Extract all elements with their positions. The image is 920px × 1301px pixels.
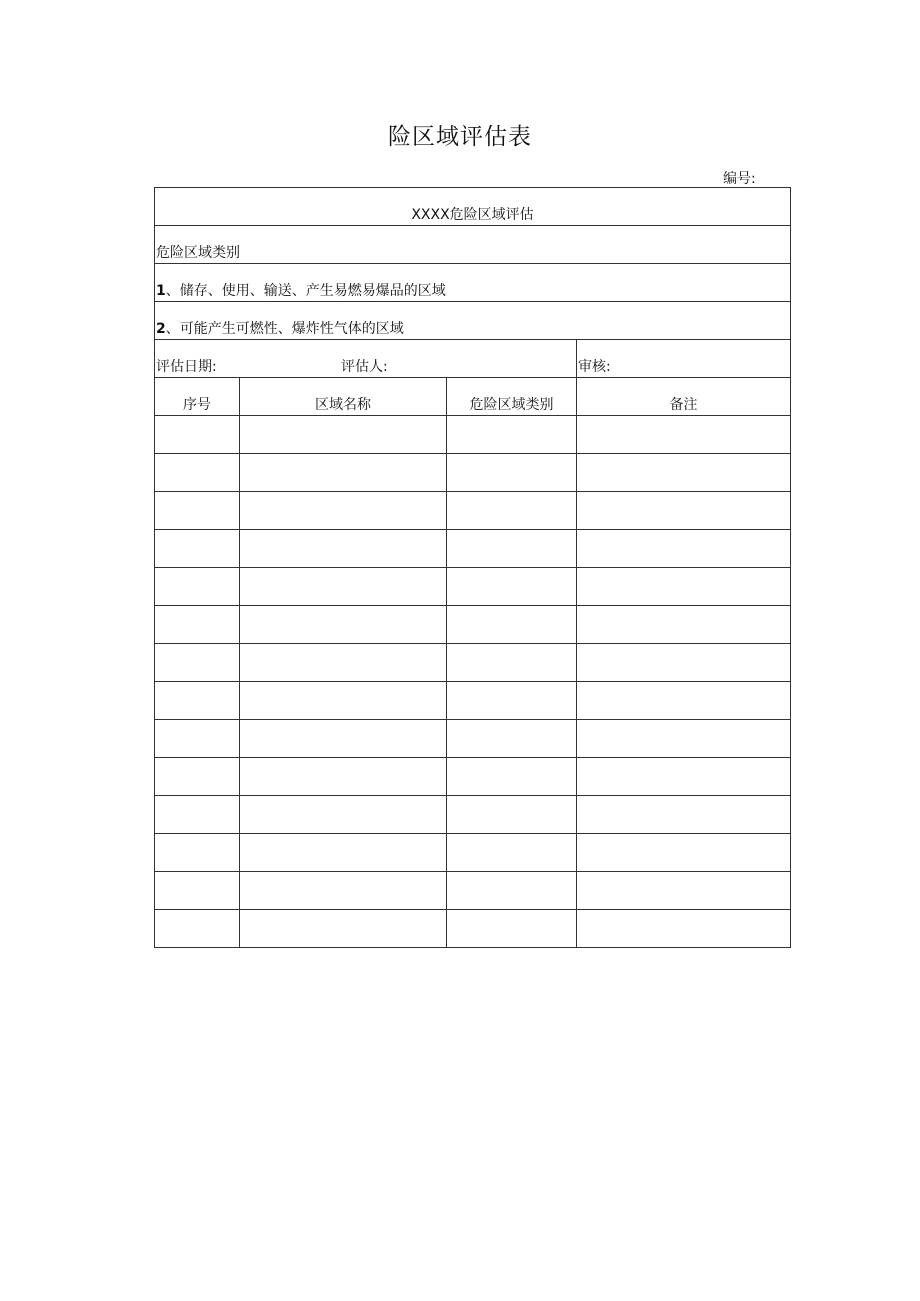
cell-area-name[interactable] xyxy=(240,910,447,948)
cell-hazard-category[interactable] xyxy=(447,796,577,834)
cell-remarks[interactable] xyxy=(577,530,791,568)
cell-remarks[interactable] xyxy=(577,910,791,948)
cell-serial[interactable] xyxy=(155,834,240,872)
table-row xyxy=(155,644,791,682)
table-row xyxy=(155,416,791,454)
cell-serial[interactable] xyxy=(155,416,240,454)
cell-hazard-category[interactable] xyxy=(447,530,577,568)
cell-remarks[interactable] xyxy=(577,644,791,682)
cell-serial[interactable] xyxy=(155,644,240,682)
assessor-label: 评估人: xyxy=(341,359,388,375)
cell-remarks[interactable] xyxy=(577,568,791,606)
cell-hazard-category[interactable] xyxy=(447,416,577,454)
cell-remarks[interactable] xyxy=(577,454,791,492)
cell-hazard-category[interactable] xyxy=(447,492,577,530)
table-row xyxy=(155,720,791,758)
cell-hazard-category[interactable] xyxy=(447,644,577,682)
category-item-row xyxy=(155,264,791,302)
cell-hazard-category[interactable] xyxy=(447,454,577,492)
table-row xyxy=(155,796,791,834)
cell-serial[interactable] xyxy=(155,682,240,720)
table-row xyxy=(155,910,791,948)
cell-area-name[interactable] xyxy=(240,492,447,530)
cell-area-name[interactable] xyxy=(240,454,447,492)
cell-hazard-category[interactable] xyxy=(447,834,577,872)
cell-remarks[interactable] xyxy=(577,492,791,530)
table-row xyxy=(155,682,791,720)
review-label: 审核: xyxy=(577,340,791,378)
cell-hazard-category[interactable] xyxy=(447,872,577,910)
cell-hazard-category[interactable] xyxy=(447,568,577,606)
cell-area-name[interactable] xyxy=(240,682,447,720)
cell-area-name[interactable] xyxy=(240,568,447,606)
document-title: 险区域评估表 xyxy=(388,124,532,150)
category-label-row xyxy=(155,226,791,264)
cell-area-name[interactable] xyxy=(240,606,447,644)
category-item-row xyxy=(155,302,791,340)
table-row xyxy=(155,568,791,606)
category-item-2 xyxy=(155,302,791,340)
table-row xyxy=(155,530,791,568)
cell-hazard-category[interactable] xyxy=(447,682,577,720)
assessment-info-cell xyxy=(155,340,577,378)
cell-remarks[interactable] xyxy=(577,416,791,454)
table-heading: XXXX危险区域评估 xyxy=(155,188,791,226)
column-header-hazard-category: 危险区域类别 xyxy=(447,378,577,416)
cell-serial[interactable] xyxy=(155,568,240,606)
cell-serial[interactable] xyxy=(155,796,240,834)
category-label: 危险区域类别 xyxy=(155,226,791,264)
table-row xyxy=(155,606,791,644)
cell-hazard-category[interactable] xyxy=(447,606,577,644)
column-header-area-name: 区域名称 xyxy=(240,378,447,416)
cell-hazard-category[interactable] xyxy=(447,720,577,758)
cell-serial[interactable] xyxy=(155,606,240,644)
document-number-label: 编号: xyxy=(723,171,756,187)
cell-remarks[interactable] xyxy=(577,834,791,872)
cell-area-name[interactable] xyxy=(240,720,447,758)
cell-area-name[interactable] xyxy=(240,416,447,454)
assessment-date-label: 评估日期: xyxy=(156,359,217,375)
cell-serial[interactable] xyxy=(155,872,240,910)
cell-area-name[interactable] xyxy=(240,834,447,872)
cell-serial[interactable] xyxy=(155,720,240,758)
cell-hazard-category[interactable] xyxy=(447,758,577,796)
column-header-remarks: 备注 xyxy=(577,378,791,416)
cell-serial[interactable] xyxy=(155,910,240,948)
category-item-1 xyxy=(155,264,791,302)
cell-remarks[interactable] xyxy=(577,606,791,644)
cell-area-name[interactable] xyxy=(240,530,447,568)
cell-area-name[interactable] xyxy=(240,872,447,910)
cell-serial[interactable] xyxy=(155,758,240,796)
category-item-text: 、可能产生可燃性、爆炸性气体的区域 xyxy=(165,321,404,337)
table-row xyxy=(155,492,791,530)
table-row xyxy=(155,454,791,492)
table-row xyxy=(155,758,791,796)
cell-area-name[interactable] xyxy=(240,796,447,834)
assessment-info-row xyxy=(155,340,791,378)
cell-remarks[interactable] xyxy=(577,720,791,758)
cell-area-name[interactable] xyxy=(240,644,447,682)
cell-area-name[interactable] xyxy=(240,758,447,796)
cell-remarks[interactable] xyxy=(577,682,791,720)
table-row xyxy=(155,834,791,872)
cell-serial[interactable] xyxy=(155,530,240,568)
cell-remarks[interactable] xyxy=(577,758,791,796)
column-header-serial: 序号 xyxy=(155,378,240,416)
cell-hazard-category[interactable] xyxy=(447,910,577,948)
cell-serial[interactable] xyxy=(155,492,240,530)
cell-serial[interactable] xyxy=(155,454,240,492)
table-heading-row xyxy=(155,188,791,226)
column-header-row xyxy=(155,378,791,416)
category-item-number: 1 xyxy=(156,283,166,299)
category-item-number: 2 xyxy=(156,321,166,337)
category-item-text: 、储存、使用、输送、产生易燃易爆品的区域 xyxy=(165,283,446,299)
cell-remarks[interactable] xyxy=(577,796,791,834)
table-row xyxy=(155,872,791,910)
assessment-table xyxy=(154,187,791,948)
cell-remarks[interactable] xyxy=(577,872,791,910)
